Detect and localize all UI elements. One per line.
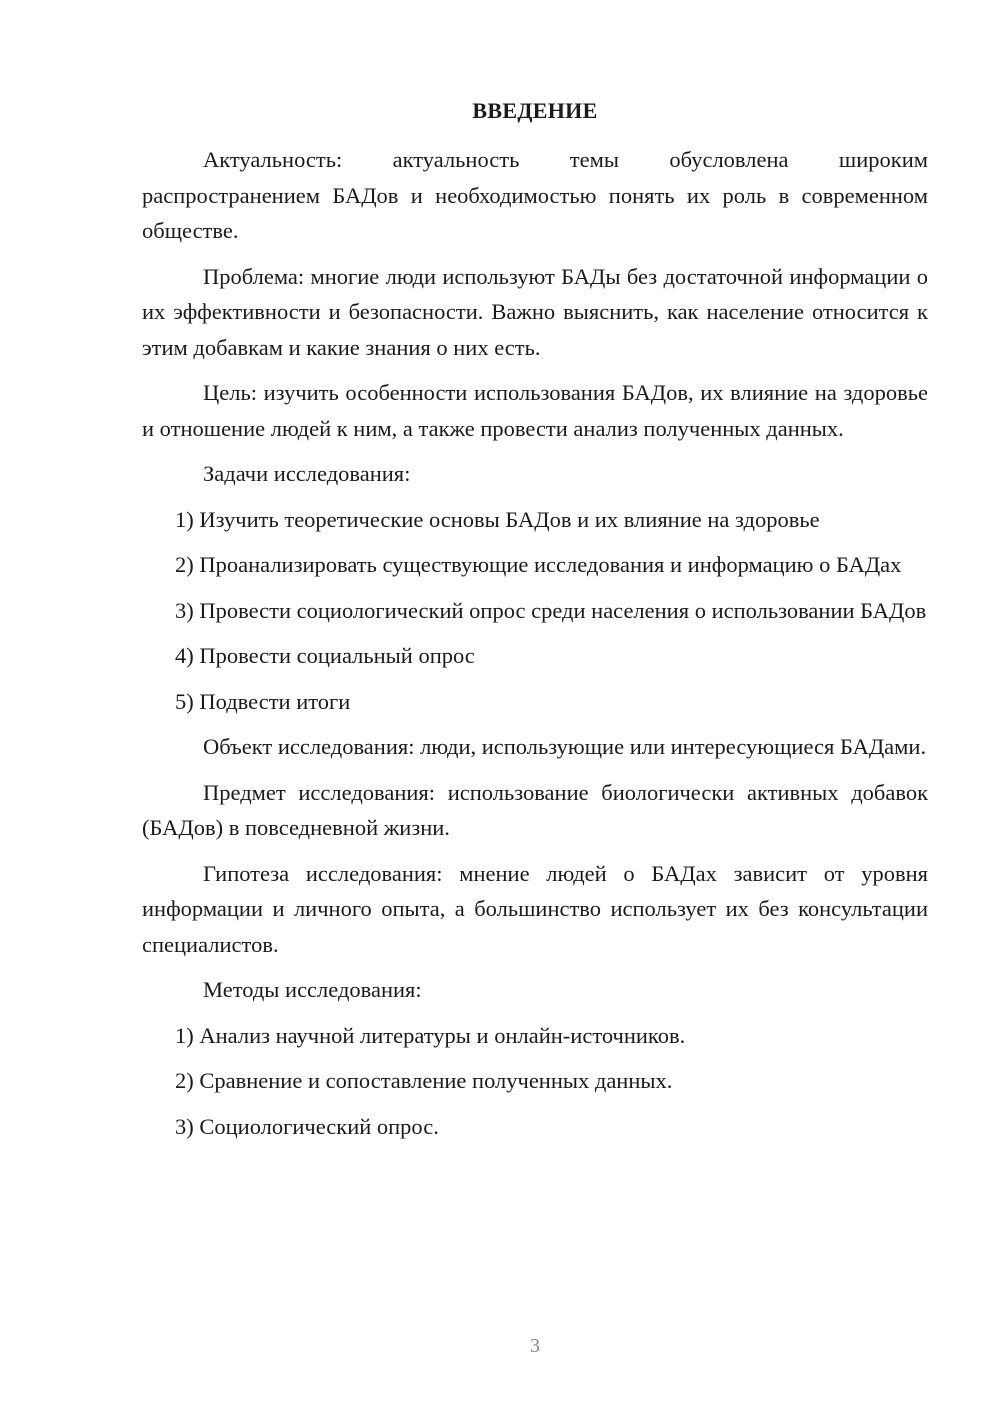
methods-heading: Методы исследования: — [203, 977, 422, 1002]
paragraph-problem: Проблема: многие люди используют БАДы без достаточной информации о их эффективности и безопасности. Важно выяснить, как население относится к этим добавкам и какие знания о них есть. — [142, 263, 928, 360]
method-item: 3) Социологический опрос. — [175, 1113, 439, 1139]
tasks-heading: Задачи исследования: — [203, 461, 411, 486]
page-number: 3 — [530, 1335, 540, 1357]
document-body — [142, 142, 928, 1154]
paragraph-relevance: Актуальность: актуальность темы обусловлена широким распространением БАДов и необходимостью понять их роль в современном обществе. — [142, 147, 928, 243]
task-item: 1) Изучить теоретические основы БАДов и их влияние на здоровье — [175, 506, 820, 532]
task-item: 3) Провести социологический опрос среди населения о использовании БАДов — [175, 597, 927, 623]
task-item: 5) Подвести итоги — [175, 688, 351, 714]
task-item: 4) Провести социальный опрос — [175, 643, 475, 668]
method-item: 1) Анализ научной литературы и онлайн-источников. — [175, 1022, 686, 1048]
paragraph-subject: Предмет исследования: использование биологически активных добавок (БАДов) в повседневной жизни. — [142, 779, 928, 840]
task-item: 2) Проанализировать существующие исследования и информацию о БАДах — [175, 552, 902, 577]
method-item: 2) Сравнение и сопоставление полученных данных. — [175, 1068, 673, 1093]
paragraph-goal: Цель: изучить особенности использования БАДов, их влияние на здоровье и отношение людей к ним, а также провести анализ полученных данных. — [142, 380, 928, 441]
page-title: ВВЕДЕНИЕ — [472, 98, 598, 123]
paragraph-hypothesis: Гипотеза исследования: мнение людей о БАДах зависит от уровня информации и личного опыта, а большинство использует их без консультации специалистов. — [142, 860, 928, 957]
paragraph-object: Объект исследования: люди, использующие или интересующиеся БАДами. — [203, 734, 927, 759]
